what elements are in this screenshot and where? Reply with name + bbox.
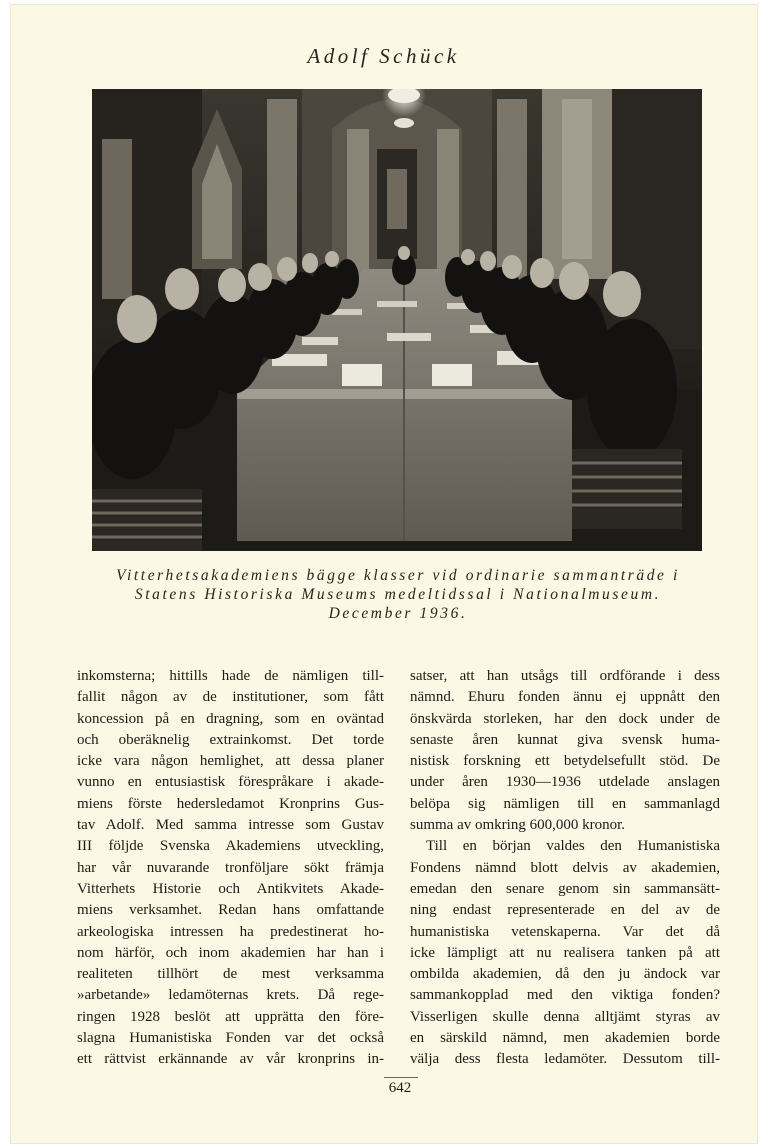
body-column-right [410,666,720,1071]
page-number: 642 [388,1080,412,1096]
text-line: och oberäknelig extrainkomst. Det torde [77,731,384,748]
meeting-photograph [92,89,702,551]
text-line: koncession på en dragning, som en oväntad [77,710,384,727]
photo-caption [64,566,732,623]
text-line: miens verksamhet. Redan hans omfattande [77,902,384,919]
text-line: under åren 1930—1936 utdelade anslagen [410,774,720,791]
caption-line: December 1936. [328,605,468,622]
text-line: Vitterhets Historie och Antikvitets Akade- [77,880,384,897]
text-line: icke lämpligt att nu realisera tanken på att [410,944,720,961]
text-line: önskvärda storleken, har den dock under de [410,710,720,727]
text-line: miens förste hedersledamot Kronprins Gus- [77,795,384,812]
meeting-photo-illustration [92,89,702,551]
text-line: ringen 1928 beslöt att upprätta den före- [77,1008,384,1025]
text-line: Till en början valdes den Humanistiska [426,838,720,855]
text-line: summa av omkring 600,000 kronor. [410,817,625,834]
text-line: vunno en entusiastisk förespråkare i akade- [77,774,384,791]
text-line: ning endast representerade en del av de [410,902,720,919]
text-line: satser, att han utsågs till ordförande i dess [410,668,720,684]
body-column-left [77,666,384,1071]
text-line: fallit någon av de institutioner, som fått [77,689,384,706]
text-line: emedan den senare genom sin sammansätt- [410,880,720,897]
text-line: icke vara någon hemlighet, att dessa planer [77,753,384,770]
text-line: en särskild nämnd, men akademien borde [410,1030,720,1047]
text-line: ett rättvist erkännande av vår kronprins in- [77,1051,384,1068]
text-line: senaste åren kunnat giva svensk huma- [410,731,720,748]
text-line: har vår nuvarande tronföljare sökt främja [77,859,384,876]
text-line: Visserligen skulle denna alltjämt styras av [410,1008,720,1025]
text-line: nämnd. Ehuru fonden ännu ej uppnått den [410,689,720,706]
text-line: belöpa sig nämligen till en sammanlagd [410,795,720,812]
text-line: »arbetande» ledamöternas krets. Då rege- [77,987,384,1004]
text-line: inkomsterna; hittills hade de nämligen till- [77,668,384,684]
text-line: III följde Svenska Akademiens utveckling, [77,838,384,855]
running-head: Adolf Schück [307,44,460,68]
text-line: Fondens nämnd blott delvis av akademien, [410,859,720,876]
text-line: ombilda akademien, då den ju ändock var [410,966,720,983]
text-line: välja dess flesta ledamöter. Dessutom till- [410,1051,720,1068]
caption-line: Statens Historiska Museums medeltidssal i Nationalmuseum. [134,586,662,603]
caption-line: Vitterhetsakademiens bägge klasser vid ordinarie sammanträde i [116,567,680,584]
text-line: humanistiska vetenskaperna. Var det då [410,923,720,940]
text-line: arkeologiska intressen ha predestinerat ho- [77,923,384,940]
text-line: tav Adolf. Med samma intresse som Gustav [77,817,384,834]
text-line: nom härför, och inom akademien har han i [77,944,384,961]
text-line: sammankopplad med den viktiga fonden? [410,987,720,1004]
folio-rule [384,1077,418,1078]
text-line: slagna Humanistiska Fonden var det också [77,1030,384,1047]
text-line: realiteten tillhört de mest verksamma [77,966,384,983]
text-line: nistisk forskning ett betydelsefullt stöd. De [410,753,720,770]
